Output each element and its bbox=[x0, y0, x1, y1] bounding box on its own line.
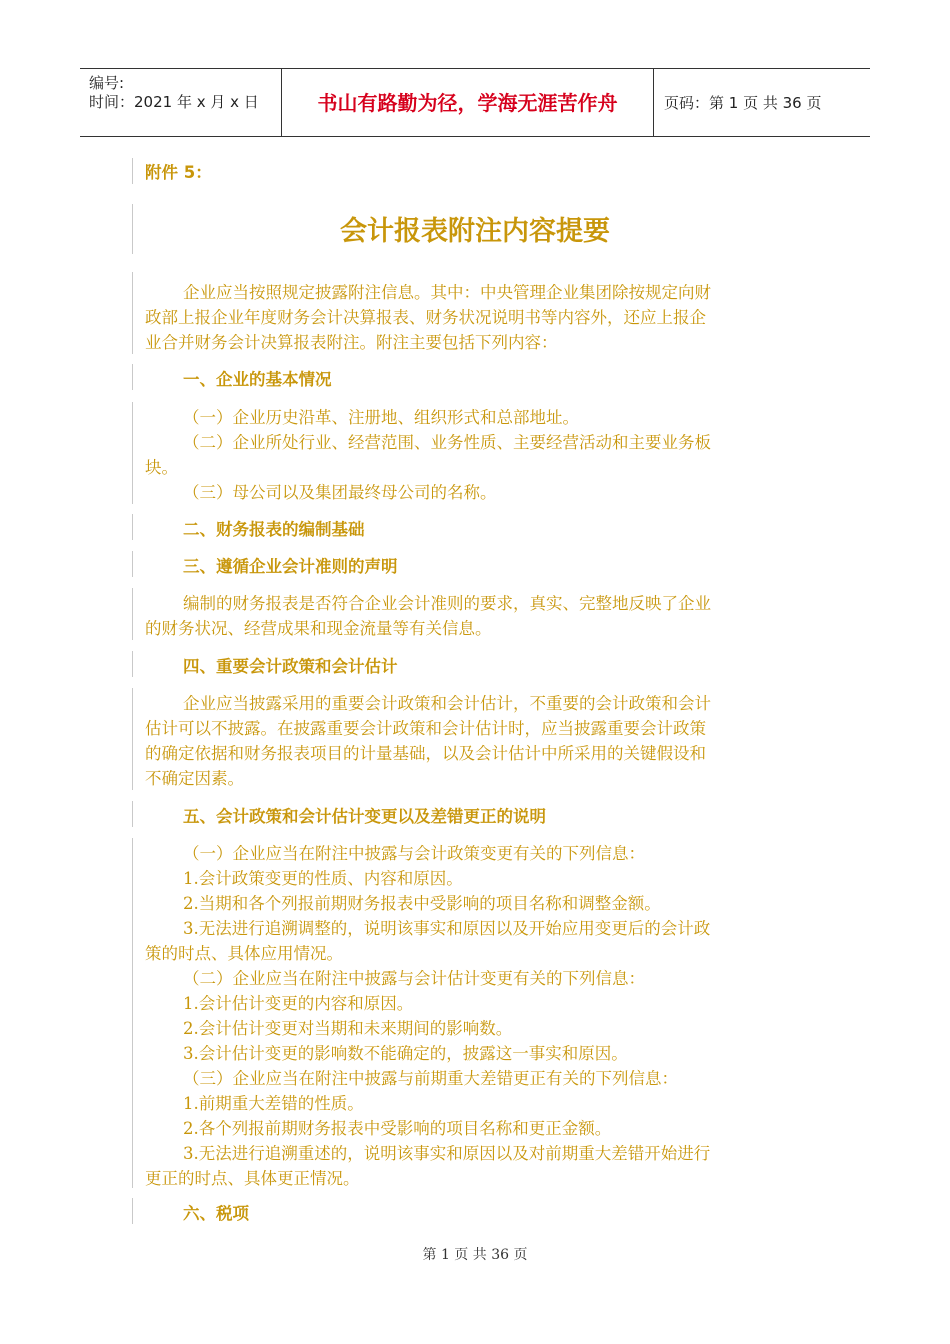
header-table bbox=[80, 68, 870, 137]
body-line: 不确定因素。 bbox=[145, 769, 244, 788]
margin-bar bbox=[132, 801, 133, 827]
body-line: 3.会计估计变更的影响数不能确定的，披露这一事实和原因。 bbox=[183, 1044, 628, 1063]
margin-bar bbox=[132, 588, 133, 640]
margin-bar bbox=[132, 514, 133, 540]
margin-bar bbox=[132, 551, 133, 577]
header-motto-cell bbox=[282, 69, 654, 136]
margin-bar bbox=[132, 272, 133, 354]
body-line: 1.前期重大差错的性质。 bbox=[183, 1094, 364, 1113]
body-line: （一）企业历史沿革、注册地、组织形式和总部地址。 bbox=[183, 408, 579, 427]
body-line: 3.无法进行追溯重述的，说明该事实和原因以及对前期重大差错开始进行 bbox=[183, 1144, 711, 1163]
document-number-label: 编号: bbox=[89, 74, 125, 92]
margin-bar bbox=[132, 1198, 133, 1224]
body-line: 编制的财务报表是否符合企业会计准则的要求，真实、完整地反映了企业 bbox=[183, 594, 711, 613]
section-heading: 五、会计政策和会计估计变更以及差错更正的说明 bbox=[183, 807, 546, 826]
intro-line: 业合并财务会计决算报表附注。附注主要包括下列内容： bbox=[145, 333, 558, 352]
margin-bar bbox=[132, 364, 133, 390]
intro-line: 企业应当按照规定披露附注信息。其中：中央管理企业集团除按规定向财 bbox=[183, 283, 711, 302]
body-line: 3.无法进行追溯调整的，说明该事实和原因以及开始应用变更后的会计政 bbox=[183, 919, 711, 938]
section-heading: 六、税项 bbox=[183, 1204, 249, 1223]
margin-bar bbox=[132, 838, 133, 1188]
body-line: 1.会计政策变更的性质、内容和原因。 bbox=[183, 869, 463, 888]
header-page-info: 页码：第 1 页 共 36 页 bbox=[664, 94, 822, 112]
body-line: （一）企业应当在附注中披露与会计政策变更有关的下列信息： bbox=[183, 844, 645, 863]
header-meta-cell bbox=[80, 69, 282, 136]
body-line: 2.会计估计变更对当期和未来期间的影响数。 bbox=[183, 1019, 513, 1038]
body-line: （二）企业应当在附注中披露与会计估计变更有关的下列信息： bbox=[183, 969, 645, 988]
margin-bar bbox=[132, 402, 133, 504]
section-heading: 三、遵循企业会计准则的声明 bbox=[183, 557, 398, 576]
document-time-label: 时间：2021 年 x 月 x 日 bbox=[89, 93, 259, 111]
header-motto: 书山有路勤为径，学海无涯苦作舟 bbox=[317, 91, 618, 115]
body-line: 2.当期和各个列报前期财务报表中受影响的项目名称和调整金额。 bbox=[183, 894, 661, 913]
attachment-label: 附件 5： bbox=[145, 163, 212, 182]
margin-bar bbox=[132, 158, 133, 184]
section-heading: 四、重要会计政策和会计估计 bbox=[183, 657, 398, 676]
body-line: 1.会计估计变更的内容和原因。 bbox=[183, 994, 414, 1013]
document-title: 会计报表附注内容提要 bbox=[340, 216, 610, 247]
page-footer: 第 1 页 共 36 页 bbox=[422, 1247, 528, 1263]
body-line: 块。 bbox=[145, 458, 178, 477]
body-line: 的财务状况、经营成果和现金流量等有关信息。 bbox=[145, 619, 492, 638]
body-line: （三）母公司以及集团最终母公司的名称。 bbox=[183, 483, 497, 502]
body-line: 策的时点、具体应用情况。 bbox=[145, 944, 343, 963]
body-line: （三）企业应当在附注中披露与前期重大差错更正有关的下列信息： bbox=[183, 1069, 678, 1088]
body-line: （二）企业所处行业、经营范围、业务性质、主要经营活动和主要业务板 bbox=[183, 433, 711, 452]
margin-bar bbox=[132, 688, 133, 790]
margin-bar bbox=[132, 651, 133, 677]
body-line: 企业应当披露采用的重要会计政策和会计估计，不重要的会计政策和会计 bbox=[183, 694, 711, 713]
body-line: 2.各个列报前期财务报表中受影响的项目名称和更正金额。 bbox=[183, 1119, 612, 1138]
intro-line: 政部上报企业年度财务会计决算报表、财务状况说明书等内容外，还应上报企 bbox=[145, 308, 706, 327]
header-page-cell bbox=[654, 69, 870, 136]
body-line: 估计可以不披露。在披露重要会计政策和会计估计时，应当披露重要会计政策 bbox=[145, 719, 706, 738]
body-line: 的确定依据和财务报表项目的计量基础，以及会计估计中所采用的关键假设和 bbox=[145, 744, 706, 763]
section-heading: 一、企业的基本情况 bbox=[183, 370, 332, 389]
section-heading: 二、财务报表的编制基础 bbox=[183, 520, 365, 539]
body-line: 更正的时点、具体更正情况。 bbox=[145, 1169, 360, 1188]
